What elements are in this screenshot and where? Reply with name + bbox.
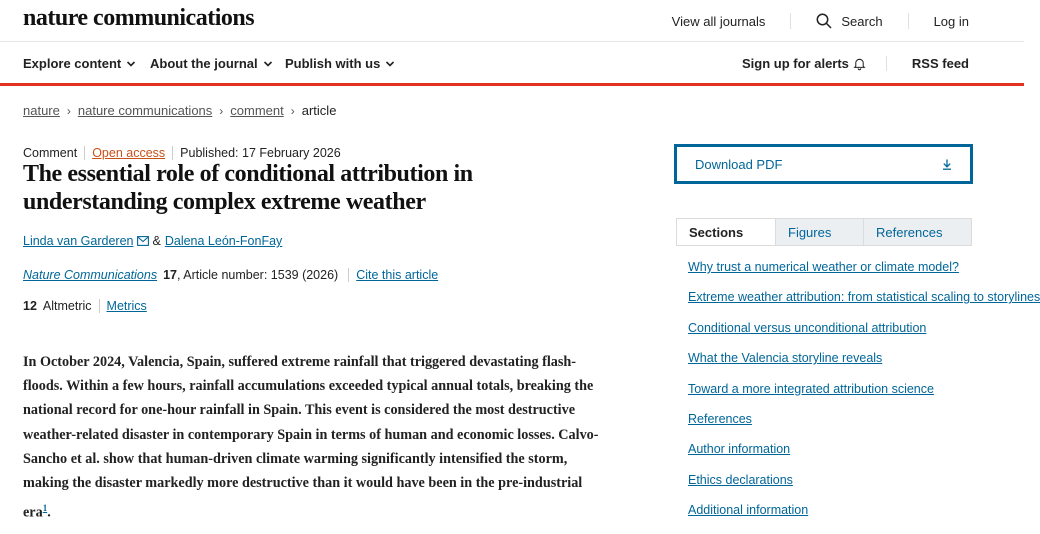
abstract-end: . [47, 504, 51, 521]
download-icon [942, 159, 952, 170]
breadcrumb-nature-communications[interactable]: nature communications [77, 103, 213, 118]
section-link[interactable]: Why trust a numerical weather or climate model? [688, 260, 959, 274]
open-access-link[interactable]: Open access [84, 146, 165, 160]
abstract [23, 350, 603, 525]
chevron-down-icon [126, 59, 136, 69]
article-meta [23, 146, 341, 160]
tab-references[interactable]: References [863, 219, 971, 245]
sign-up-alerts-link[interactable] [742, 56, 866, 71]
section-link[interactable]: Toward a more integrated attribution science [688, 381, 934, 396]
nav-right [742, 56, 969, 71]
author-list [23, 234, 282, 248]
publish-label: Publish with us [285, 56, 381, 71]
section-link[interactable]: Extreme weather attribution: from statistical scaling to storylines [688, 290, 1040, 305]
section-link[interactable]: References [688, 411, 752, 426]
section-link[interactable]: Ethics declarations [688, 472, 793, 487]
section-link[interactable]: Additional information [688, 503, 809, 518]
abstract-text: In October 2024, Valencia, Spain, suffered extreme rainfall that triggered devastating flash-floods. Within a few hours, rainfall accumulations exceeded typical annual totals, breaking the national record for one-hour rainfall in Spain. This event is considered the most destructive weather-related disaster in contemporary Spain in terms of human and economic losses. Calvo-Sancho et al. show that human-driven climate warming significantly intensified the storm, making the disaster markedly more destructive than it would have been in the pre-industrial era [23, 354, 599, 521]
altmetric-score: 12 [23, 299, 37, 313]
sidebar-tabs [676, 218, 972, 246]
section-link[interactable]: Conditional versus unconditional attribution [688, 320, 927, 335]
breadcrumb-comment[interactable]: comment [230, 103, 284, 118]
download-pdf-button[interactable] [674, 144, 973, 184]
site-logo[interactable]: nature communications [23, 5, 255, 31]
chevron-right-icon: › [219, 103, 224, 118]
author-link[interactable]: Dalena León-FonFay [164, 234, 283, 248]
metrics-line [23, 299, 147, 313]
article-number: , Article number: 1539 (2026) [177, 268, 339, 282]
mail-icon[interactable] [137, 236, 149, 246]
explore-content-label: Explore content [23, 56, 122, 71]
tab-figures[interactable]: Figures [775, 219, 863, 245]
section-link[interactable]: What the Valencia storyline reveals [688, 351, 883, 366]
main-nav [0, 42, 1024, 84]
author-separator: & [152, 234, 161, 248]
accent-divider [0, 83, 1024, 86]
citation-line [23, 268, 438, 282]
top-links [672, 13, 969, 29]
breadcrumb-current: article [301, 103, 337, 118]
author-link[interactable]: Linda van Garderen [23, 234, 134, 248]
article-title: The essential role of conditional attribution in understanding complex extreme weather [23, 161, 473, 215]
about-journal-menu[interactable] [150, 56, 273, 71]
reference-link[interactable]: 1 [42, 503, 48, 514]
chevron-right-icon: › [66, 103, 71, 118]
sections-list [688, 260, 1040, 534]
tab-sections[interactable]: Sections [677, 219, 775, 245]
view-all-journals-link[interactable]: View all journals [671, 13, 766, 29]
article-type: Comment [23, 146, 78, 160]
volume: 17 [163, 268, 177, 282]
journal-name-link[interactable]: Nature Communications [23, 268, 158, 282]
alerts-label: Sign up for alerts [742, 56, 849, 71]
search-button[interactable] [790, 13, 882, 29]
search-icon [816, 13, 832, 29]
about-journal-label: About the journal [150, 56, 258, 71]
search-label: Search [841, 13, 883, 29]
chevron-down-icon [385, 59, 395, 69]
published-date: Published: 17 February 2026 [172, 146, 341, 160]
rss-feed-link[interactable]: RSS feed [886, 56, 969, 71]
bell-icon [853, 57, 866, 70]
breadcrumb-nature[interactable]: nature [23, 103, 60, 118]
breadcrumb [23, 103, 336, 118]
cite-article-link[interactable]: Cite this article [348, 268, 438, 282]
altmetric-label: Altmetric [42, 299, 92, 313]
login-link[interactable]: Log in [908, 13, 969, 29]
chevron-right-icon: › [290, 103, 295, 118]
publish-with-us-menu[interactable] [285, 56, 395, 71]
metrics-link[interactable]: Metrics [99, 299, 147, 313]
chevron-down-icon [263, 59, 273, 69]
download-pdf-label: Download PDF [695, 156, 783, 172]
explore-content-menu[interactable] [23, 56, 136, 71]
top-bar [0, 0, 1024, 42]
section-link[interactable]: Author information [688, 442, 791, 457]
